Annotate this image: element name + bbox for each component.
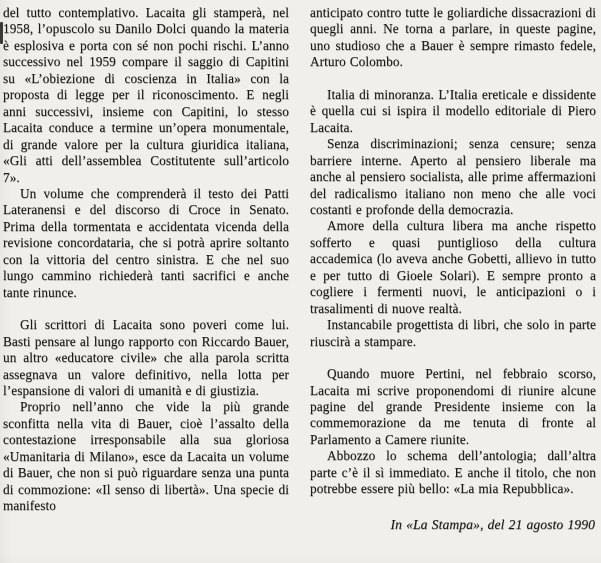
paragraph: anticipato contro tutte le goliardiche dissacrazioni di quegli anni. Ne torna a parlare, in queste pagine, uno studioso che a Bauer è sempre rimasto fedele, Arturo Colombo. <box>310 5 596 70</box>
paragraph: Gli scrittori di Lacaita sono poveri come lui. Basti pensare al lungo rapporto con Riccardo Bauer, un altro «educatore civile» che alla parola scritta assegnava un valore definitivo, nella lotta per l’espansione di valori di umanità e di giustizia. <box>3 317 289 398</box>
paragraph: Quando muore Pertini, nel febbraio scorso, Lacaita mi scrive proponendomi di riunire alcune pagine del grande Presidente insieme con la commemorazione da me tenuta di fronte al Parlamento a Camere riunite. <box>310 366 596 447</box>
paragraph: Italia di minoranza. L’Italia ereticale e dissidente è quella cui si ispira il modello editoriale di Piero Lacaita. <box>310 86 596 135</box>
paragraph: Proprio nell’anno che vide la più grande sconfitta nella vita di Bauer, cioè l’assalto della contestazione irresponsabile alla sua gloriosa «Umanitaria di Milano», esce da Lacaita un volume di Bauer, che non si può riguardare senza una punta di commozione: «Il senso di libertà». Una specie di manifesto <box>3 399 289 514</box>
right-column <box>310 5 596 563</box>
paragraph: Abbozzo lo schema dell’antologia; dall’altra parte c’è il sì immediato. E anche il titolo, che non potrebbe essere più bello: «La mia Repubblica». <box>310 448 596 497</box>
left-column <box>3 5 289 563</box>
source-attribution: In «La Stampa», del 21 agosto 1990 <box>390 516 595 532</box>
paragraph: del tutto contemplativo. Lacaita gli stamperà, nel 1958, l’opuscolo su Danilo Dolci quando la materia è esplosiva e porta con sé non pochi rischi. L’anno successivo nel 1959 compare il saggio di Capitini su «L’obiezione di coscienza in Italia» con la proposta di legge per il riconoscimento. E negli anni successivi, insieme con Capitini, lo stesso Lacaita conduce a termine un’opera monumentale, di grande valore per la cultura giuridica italiana, «Gli atti dell’assemblea Costitutente sull’articolo 7». <box>3 5 289 185</box>
paragraph: Amore della cultura libera ma anche rispetto sofferto e quasi puntiglioso della cultura accademica (lo aveva anche Gobetti, allievo in tutto e per tutto di Gioele Solari). E sempre pronto a cogliere i fermenti nuovi, le anticipazioni o i trasalimenti di nuove realtà. <box>310 218 596 316</box>
scan-artifact <box>0 22 3 44</box>
paragraph: Senza discriminazioni; senza censure; senza barriere interne. Aperto al pensiero liberale ma anche al pensiero socialista, alle prime affermazioni del radicalismo italiano non meno che alle voci costanti e profonde della democrazia. <box>310 136 596 217</box>
paragraph: Un volume che comprenderà il testo dei Patti Lateranensi e del discorso di Croce in Senato. Prima della tormentata e accidentata vicenda della revisione concordataria, che si potrà aprire soltanto con la vittoria del centro sinistra. E che nel suo lungo cammino richiederà tanti sacrifici e anche tante rinunce. <box>3 185 289 300</box>
paragraph: Instancabile progettista di libri, che solo in parte riuscirà a stampare. <box>310 317 596 349</box>
